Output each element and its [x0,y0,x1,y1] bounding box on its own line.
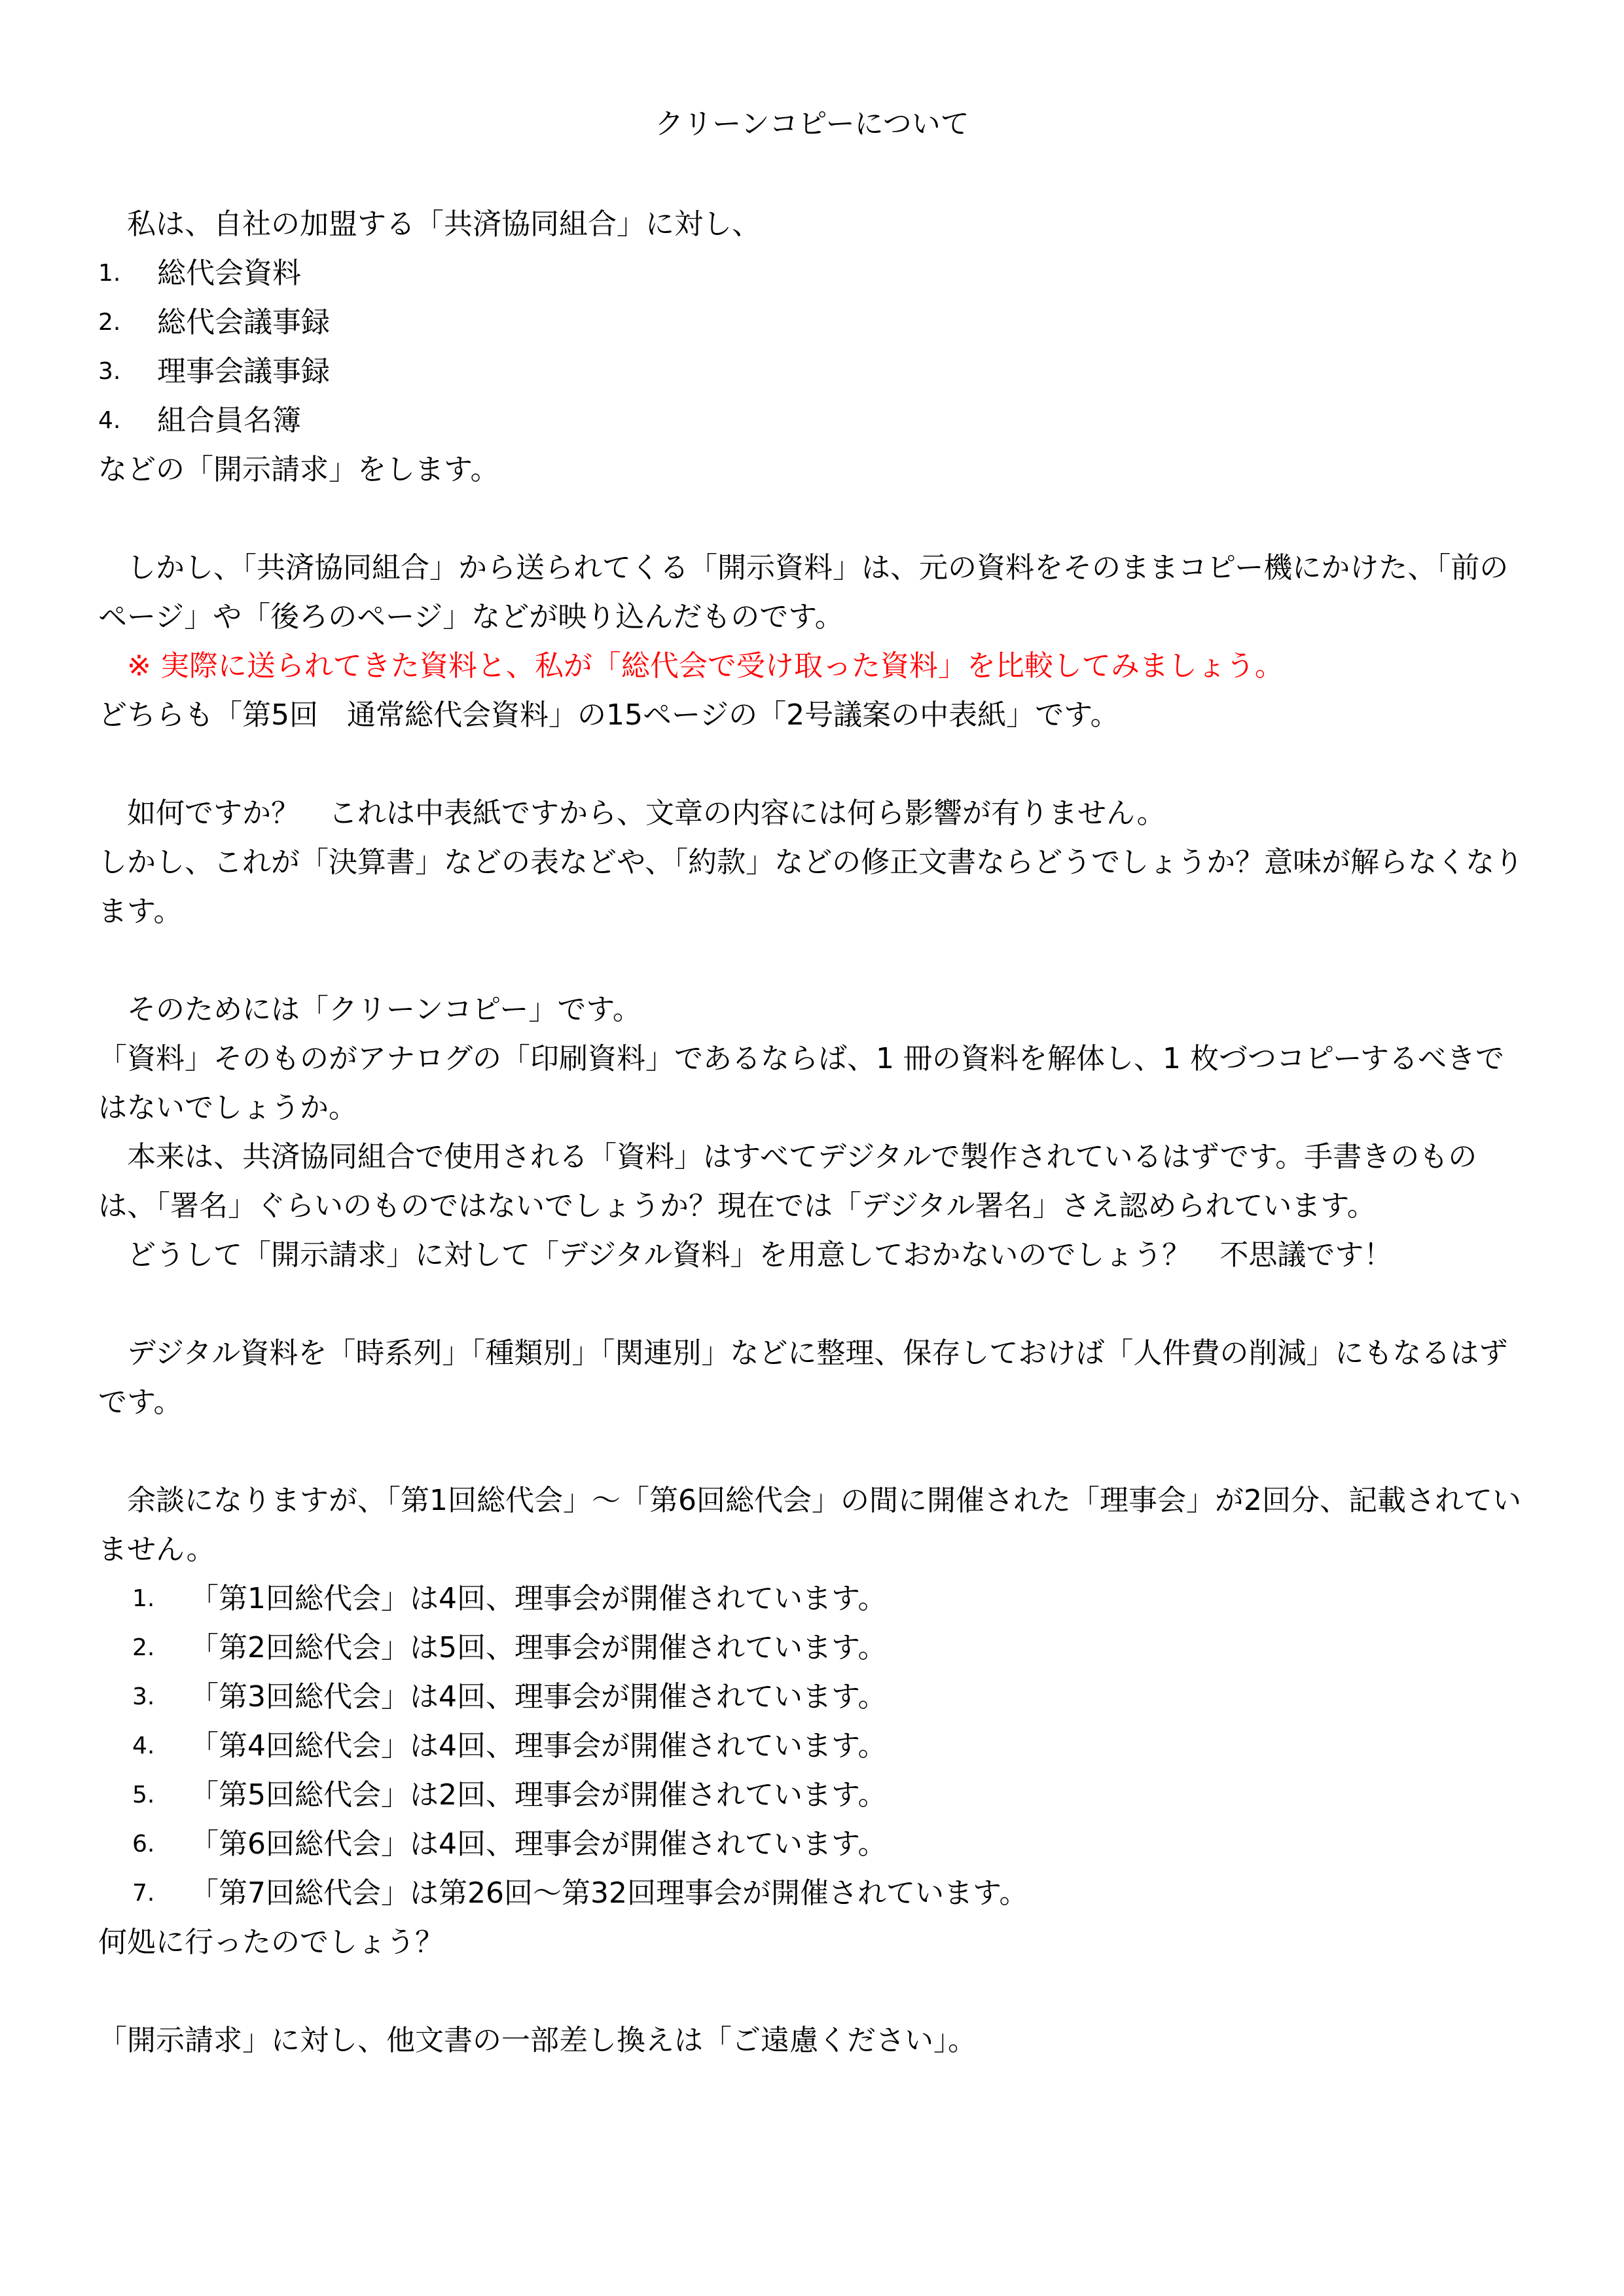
list-item [98,1820,1532,1869]
but-paragraph: しかし、これが「決算書」などの表などや、「約款」などの修正文書ならどうでしょうか？意味が解らなくなります。 [98,846,1524,928]
blank-line [98,740,1532,789]
list-text: 「第6回総代会」は4回、理事会が開催されています。 [190,1827,887,1861]
list-number: 1. [98,260,121,287]
list-number: 1. [132,1585,155,1612]
both-paragraph: どちらも「第5回 通常総代会資料」の15ページの「2号議案の中表紙」です。 [98,698,1119,732]
document-title: クリーンコピーについて [655,107,969,141]
list-number: 2. [98,309,121,336]
list-item [98,347,1532,396]
list-text: 「第1回総代会」は4回、理事会が開催されています。 [190,1582,887,1615]
closing-paragraph: 「開示請求」に対し、他文書の一部差し換えは「ご遠慮ください」。 [98,2024,977,2057]
list-item [98,1574,1532,1623]
list-number: 6. [132,1831,155,1857]
blank-line [98,1427,1532,1476]
list-number: 7. [132,1880,155,1907]
therefore-paragraph: そのためには「クリーンコピー」です。 [98,993,641,1026]
list-number: 5. [132,1782,155,1808]
analog-paragraph: 「資料」そのものがアナログの「印刷資料」であるならば、1 冊の資料を解体し、1 枚づつコピーするべきではないでしょうか。 [98,1042,1504,1124]
aside-paragraph: 余談になりますが、「第1回総代会」～「第6回総代会」の間に開催された「理事会」が2回分、記載されていません。 [98,1484,1521,1566]
list-text: 「第7回総代会」は第26回～第32回理事会が開催されています。 [190,1876,1028,1910]
list-number: 3. [98,358,121,385]
request-list [98,249,1532,445]
list-number: 2. [132,1634,155,1661]
list-number: 3. [132,1683,155,1710]
list-text: 理事会議事録 [157,355,330,388]
list-item [98,1869,1532,1918]
request-end-paragraph: などの「開示請求」をします。 [98,453,499,486]
list-item [98,1623,1532,1672]
digital-paragraph: 本来は、共済協同組合で使用される「資料」はすべてデジタルで製作されているはずです。手書きのものは、「署名」ぐらいのものではないでしょうか？現在では「デジタル署名」さえ認められています。 [98,1140,1477,1223]
meeting-list [98,1574,1532,1918]
list-item [98,1770,1532,1820]
how-paragraph: 如何ですか？ これは中表紙ですから、文章の内容には何ら影響が有りません。 [98,797,1166,830]
list-number: 4. [132,1732,155,1759]
list-text: 総代会議事録 [157,306,330,339]
list-number: 4. [98,407,121,434]
document-body [98,200,1532,2065]
red-note: ※ 実際に送られてきた資料と、私が「総代会で受け取った資料」を比較してみましょう。 [98,649,1284,683]
list-text: 「第5回総代会」は2回、理事会が開催されています。 [190,1778,887,1812]
list-text: 「第4回総代会」は4回、理事会が開催されています。 [190,1729,887,1763]
list-text: 「第2回総代会」は5回、理事会が開催されています。 [190,1631,887,1664]
however-paragraph: しかし、「共済協同組合」から送られてくる「開示資料」は、元の資料をそのままコピー機にかけた、「前のページ」や「後ろのページ」などが映り込んだものです。 [98,551,1509,634]
intro-paragraph: 私は、自社の加盟する「共済協同組合」に対し、 [98,207,761,241]
list-item [98,298,1532,347]
blank-line [98,1967,1532,2016]
why-paragraph: どうして「開示請求」に対して「デジタル資料」を用意しておかないのでしょう？ 不思議です！ [98,1238,1393,1272]
list-item [98,249,1532,298]
list-item [98,1721,1532,1770]
list-item [98,396,1532,445]
blank-line [98,1280,1532,1329]
list-item [98,1672,1532,1721]
where-paragraph: 何処に行ったのでしょう？ [98,1926,444,1959]
list-text: 「第3回総代会」は4回、理事会が開催されています。 [190,1680,887,1713]
blank-line [98,494,1532,543]
blank-line [98,936,1532,985]
list-text: 総代会資料 [157,257,301,290]
list-text: 組合員名簿 [157,404,301,437]
organize-paragraph: デジタル資料を「時系列」「種類別」「関連別」などに整理、保存しておけば「人件費の削減」にもなるはずです。 [98,1336,1508,1419]
